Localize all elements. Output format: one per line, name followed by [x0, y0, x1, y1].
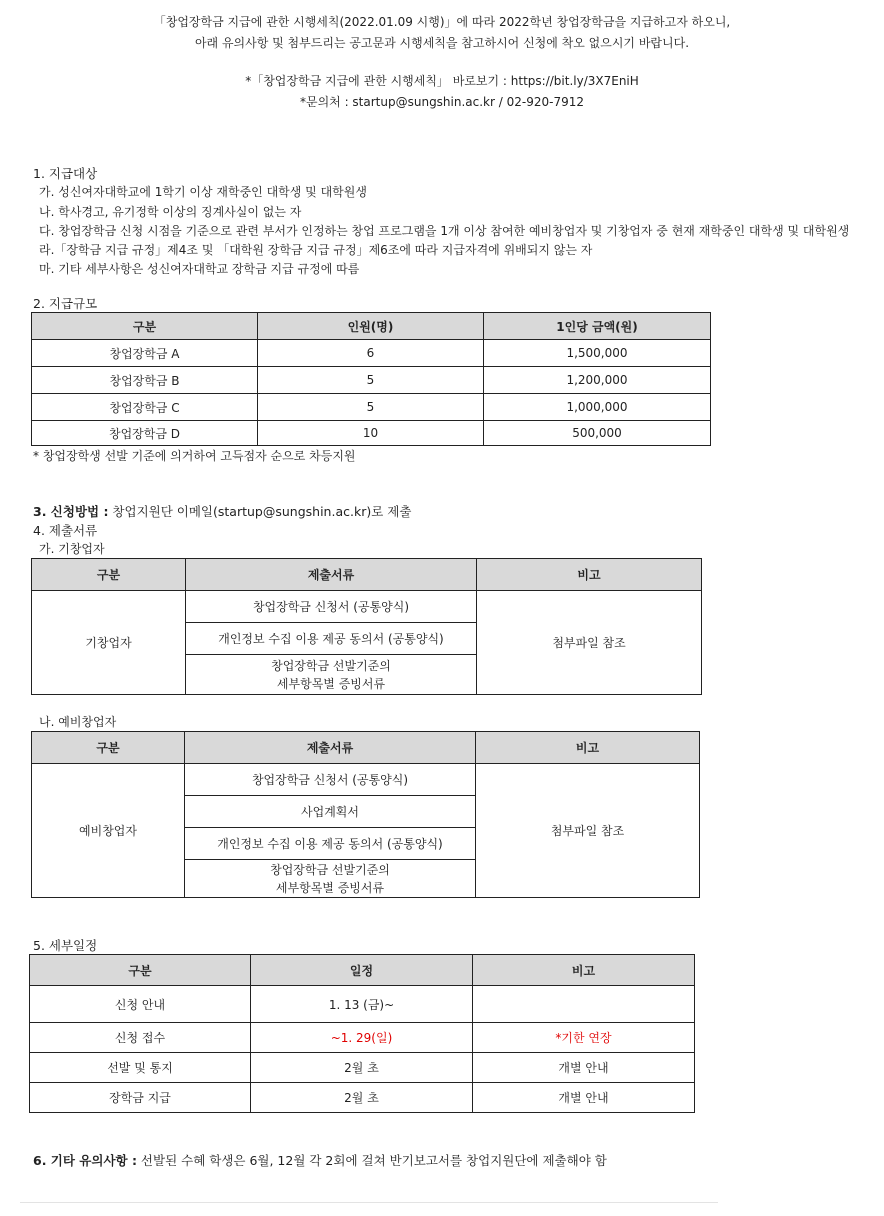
pre-founder-docs-table	[31, 731, 700, 898]
cell-date: 2월 초	[251, 1053, 473, 1083]
cell-amount: 500,000	[484, 421, 711, 446]
cell-remark: 개별 안내	[473, 1083, 695, 1113]
header-docs: 제출서류	[186, 559, 477, 591]
section-5-title: 5. 세부일정	[33, 938, 98, 953]
doc-line: 창업장학금 선발기준의	[271, 658, 391, 673]
cell-count: 6	[258, 340, 484, 367]
table-row	[32, 421, 711, 446]
header-category: 구분	[30, 955, 251, 986]
intro	[0, 12, 884, 113]
cell-amount: 1,000,000	[484, 394, 711, 421]
doc-line: 세부항목별 증빙서류	[275, 880, 385, 895]
scholarship-amount-table	[31, 312, 711, 446]
table-row	[30, 986, 695, 1023]
header-docs: 제출서류	[185, 732, 476, 764]
intro-rule-link[interactable]: *「창업장학금 지급에 관한 시행세칙」 바로보기 : https://bit.ly/3X7EniH	[245, 74, 639, 88]
cell-category: 창업장학금 C	[32, 394, 258, 421]
doc-line: 세부항목별 증빙서류	[276, 676, 386, 691]
cell-remark	[473, 986, 695, 1023]
section-4-title: 4. 제출서류	[33, 523, 98, 538]
cell-doc: 사업계획서	[185, 796, 476, 828]
section-3	[33, 502, 411, 520]
s4-b-label: 나. 예비창업자	[39, 715, 117, 729]
cell-date: ~1. 29(일)	[251, 1023, 473, 1053]
table-row	[32, 367, 711, 394]
header-category: 구분	[32, 559, 186, 591]
cell-category: 장학금 지급	[30, 1083, 251, 1113]
table-row	[32, 340, 711, 367]
cell-count: 10	[258, 421, 484, 446]
cell-amount: 1,200,000	[484, 367, 711, 394]
section-2-title: 2. 지급규모	[33, 296, 98, 311]
table-row	[30, 1053, 695, 1083]
bottom-divider	[20, 1202, 718, 1203]
section-6	[33, 1151, 607, 1169]
cell-doc	[186, 655, 477, 695]
s1-item-5: 마. 기타 세부사항은 성신여자대학교 장학금 지급 규정에 따름	[39, 262, 360, 276]
s1-item-1: 가. 성신여자대학교에 1학기 이상 재학중인 대학생 및 대학원생	[39, 185, 367, 199]
intro-contact: *문의처 : startup@sungshin.ac.kr / 02-920-7912	[299, 95, 584, 109]
header-count: 인원(명)	[258, 313, 484, 340]
cell-remark: 첨부파일 참조	[476, 764, 700, 898]
cell-doc: 개인정보 수집 이용 제공 동의서 (공통양식)	[185, 828, 476, 860]
s4-a-label: 가. 기창업자	[39, 542, 105, 556]
section-3-text: 창업지원단 이메일(startup@sungshin.ac.kr)로 제출	[108, 504, 412, 519]
s1-item-3: 다. 창업장학금 신청 시점을 기준으로 관련 부서가 인정하는 창업 프로그램을 1개 이상 참여한 예비창업자 및 기창업자 중 현재 재학중인 대학생 및 대학원생	[39, 224, 850, 238]
cell-count: 5	[258, 394, 484, 421]
header-remark: 비고	[476, 732, 700, 764]
cell-category: 창업장학금 D	[32, 421, 258, 446]
cell-category: 신청 접수	[30, 1023, 251, 1053]
table-row	[30, 1083, 695, 1113]
header-remark: 비고	[473, 955, 695, 986]
table-row	[30, 1023, 695, 1053]
intro-line-1: 「창업장학금 지급에 관한 시행세칙(2022.01.09 시행)」에 따라 2022학년 창업장학금을 지급하고자 하오니,	[153, 15, 731, 29]
s2-note: * 창업장학생 선발 기준에 의거하여 고득점자 순으로 차등지원	[33, 449, 356, 463]
schedule-table	[29, 954, 695, 1113]
founder-docs-table	[31, 558, 702, 695]
cell-doc: 개인정보 수집 이용 제공 동의서 (공통양식)	[186, 623, 477, 655]
cell-doc	[185, 860, 476, 898]
s1-item-4: 라.「장학금 지급 규정」제4조 및 「대학원 장학금 지급 규정」제6조에 따라 지급자격에 위배되지 않는 자	[39, 243, 593, 257]
table-row	[32, 394, 711, 421]
s1-item-2: 나. 학사경고, 유기정학 이상의 징계사실이 없는 자	[39, 205, 302, 219]
header-amount: 1인당 금액(원)	[484, 313, 711, 340]
header-remark: 비고	[477, 559, 702, 591]
intro-line-2: 아래 유의사항 및 첨부드리는 공고문과 시행세칙을 참고하시어 신청에 착오 없으시기 바랍니다.	[194, 36, 690, 50]
cell-category: 기창업자	[32, 591, 186, 695]
cell-date: 1. 13 (금)~	[251, 986, 473, 1023]
cell-category: 선발 및 통지	[30, 1053, 251, 1083]
cell-doc: 창업장학금 신청서 (공통양식)	[185, 764, 476, 796]
cell-count: 5	[258, 367, 484, 394]
cell-category: 창업장학금 B	[32, 367, 258, 394]
cell-remark: 첨부파일 참조	[477, 591, 702, 695]
header-category: 구분	[32, 732, 185, 764]
section-6-text: 선발된 수혜 학생은 6월, 12월 각 2회에 걸쳐 반기보고서를 창업지원단에 제출해야 함	[136, 1153, 607, 1168]
cell-category: 예비창업자	[32, 764, 185, 898]
header-date: 일정	[251, 955, 473, 986]
cell-date: 2월 초	[251, 1083, 473, 1113]
cell-doc: 창업장학금 신청서 (공통양식)	[186, 591, 477, 623]
section-1-title: 1. 지급대상	[33, 166, 98, 181]
cell-remark: *기한 연장	[473, 1023, 695, 1053]
cell-category: 창업장학금 A	[32, 340, 258, 367]
section-6-title: 6. 기타 유의사항 :	[33, 1153, 137, 1168]
header-category: 구분	[32, 313, 258, 340]
section-3-title: 3. 신청방법 :	[33, 504, 109, 519]
cell-remark: 개별 안내	[473, 1053, 695, 1083]
doc-line: 창업장학금 선발기준의	[270, 862, 390, 877]
cell-amount: 1,500,000	[484, 340, 711, 367]
cell-category: 신청 안내	[30, 986, 251, 1023]
